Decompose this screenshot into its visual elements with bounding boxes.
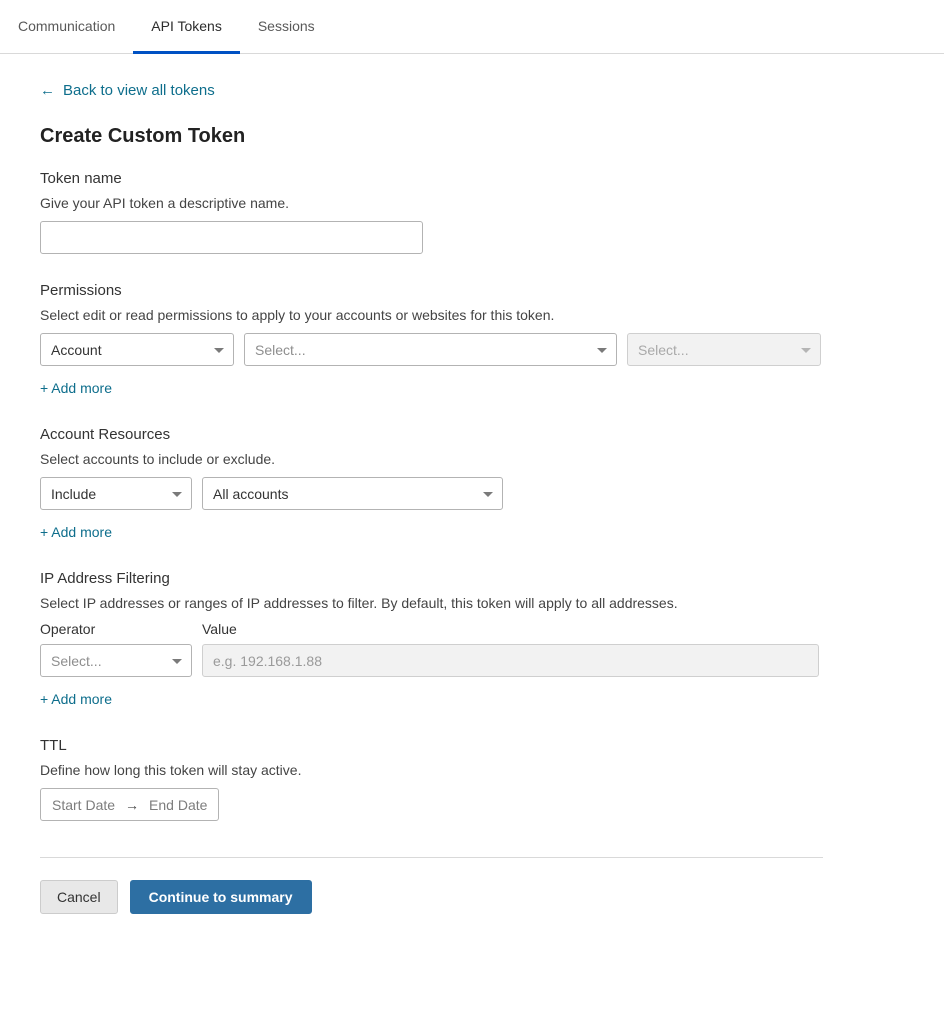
chevron-down-icon: [172, 492, 182, 497]
permissions-description: Select edit or read permissions to apply to your accounts or websites for this token.: [40, 307, 555, 323]
tab-communication[interactable]: [0, 0, 133, 54]
footer-divider: [40, 857, 823, 858]
chevron-down-icon: [483, 492, 493, 497]
permissions-add-more-link[interactable]: + Add more: [40, 380, 112, 396]
ip-filtering-field-labels: [40, 621, 904, 637]
account-resources-row: [40, 477, 904, 510]
permissions-row: [40, 333, 904, 366]
ip-filtering-add-more-link[interactable]: + Add more: [40, 691, 112, 707]
ip-value-input[interactable]: [202, 644, 819, 677]
ttl-date-range[interactable]: [40, 788, 219, 821]
tab-bar: [0, 0, 944, 54]
token-name-description: Give your API token a descriptive name.: [40, 195, 290, 211]
permissions-title: Permissions: [40, 282, 122, 299]
permission-resource-value: Select...: [255, 341, 306, 358]
permission-resource-select[interactable]: [244, 333, 617, 366]
ttl-title: TTL: [40, 737, 67, 754]
ip-operator-value: Select...: [51, 652, 102, 669]
back-to-tokens-label: Back to view all tokens: [63, 82, 215, 99]
ip-operator-label: Operator: [40, 621, 96, 637]
chevron-down-icon: [597, 348, 607, 353]
ip-filtering-description: Select IP addresses or ranges of IP addresses to filter. By default, this token will apply to all addresses.: [40, 595, 678, 611]
permission-level-value: Select...: [638, 341, 689, 358]
main-content: [0, 54, 944, 934]
page-title: Create Custom Token: [40, 125, 246, 147]
ttl-description: Define how long this token will stay active.: [40, 762, 302, 778]
tab-sessions-label: Sessions: [257, 17, 315, 34]
section-account-resources: [40, 426, 904, 542]
section-ip-filtering: [40, 570, 904, 709]
permission-scope-value: Account: [51, 341, 102, 358]
continue-to-summary-button[interactable]: Continue to summary: [130, 880, 312, 914]
ttl-end-date[interactable]: End Date: [149, 796, 208, 813]
account-resources-target-select[interactable]: [202, 477, 503, 510]
chevron-down-icon: [214, 348, 224, 353]
cancel-button[interactable]: Cancel: [40, 880, 118, 914]
ip-filtering-row: [40, 644, 904, 677]
token-name-input[interactable]: [40, 221, 423, 254]
account-resources-target-value: All accounts: [213, 485, 289, 502]
ip-operator-select[interactable]: [40, 644, 192, 677]
section-token-name: [40, 170, 904, 254]
ip-filtering-title: IP Address Filtering: [40, 570, 170, 587]
tab-sessions[interactable]: [240, 0, 333, 54]
chevron-down-icon: [172, 659, 182, 664]
account-resources-mode-value: Include: [51, 485, 97, 502]
permission-scope-select[interactable]: [40, 333, 234, 366]
account-resources-add-more-link[interactable]: + Add more: [40, 524, 112, 540]
permission-level-select[interactable]: [627, 333, 821, 366]
form-actions: [40, 880, 904, 934]
chevron-down-icon: [801, 348, 811, 353]
left-arrow-icon: ←: [40, 82, 55, 99]
right-arrow-icon: →: [125, 796, 140, 813]
ip-value-label: Value: [202, 621, 237, 637]
account-resources-title: Account Resources: [40, 426, 171, 443]
tab-api-tokens[interactable]: [133, 0, 240, 54]
ttl-start-date[interactable]: Start Date: [52, 796, 116, 813]
account-resources-description: Select accounts to include or exclude.: [40, 451, 276, 467]
tab-communication-label: Communication: [18, 17, 116, 34]
section-permissions: [40, 282, 904, 398]
account-resources-mode-select[interactable]: [40, 477, 192, 510]
section-ttl: [40, 737, 904, 821]
back-to-tokens-link[interactable]: [40, 82, 215, 99]
token-name-title: Token name: [40, 170, 122, 187]
tab-api-tokens-label: API Tokens: [151, 17, 222, 34]
